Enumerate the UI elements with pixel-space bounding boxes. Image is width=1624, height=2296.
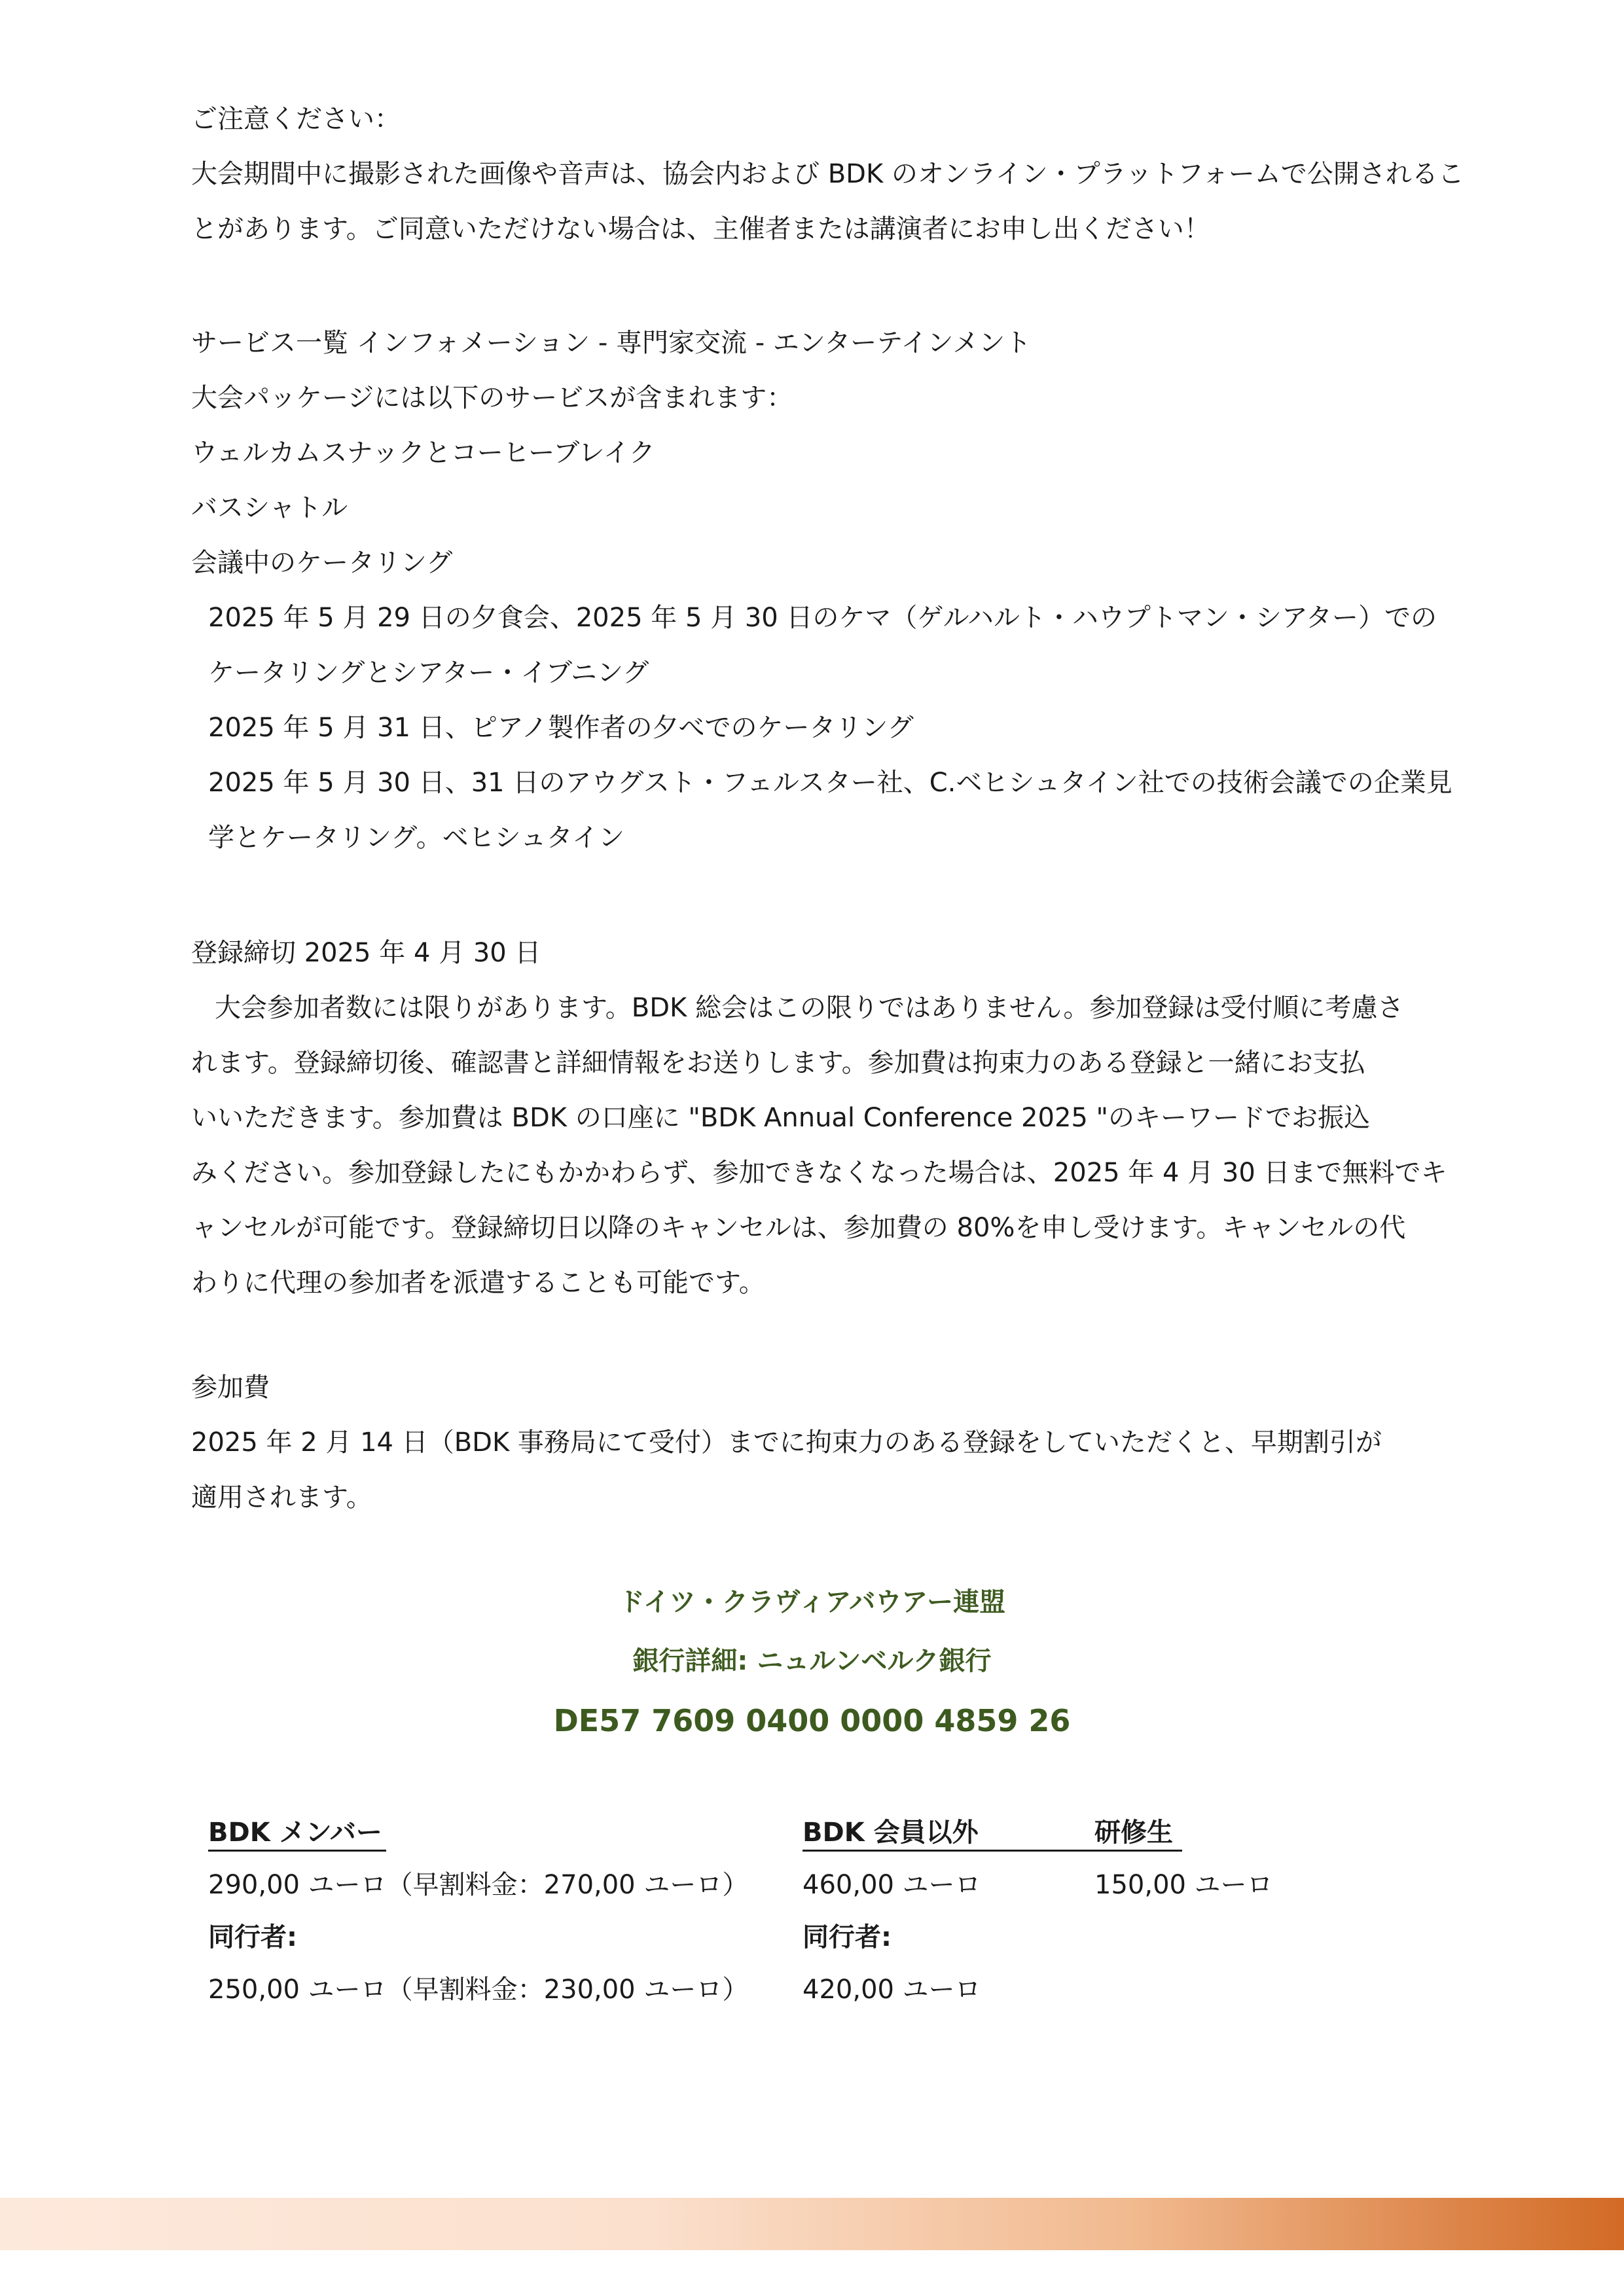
member-companion-label: 同行者: [208,1922,297,1952]
registration-line-6: わりに代理の参加者を派遣することも可能です。 [191,1268,765,1298]
service-sub-line-1: 2025 年 5 月 29 日の夕食会、2025 年 5 月 30 日のケマ（ゲルハルト・ハウプトマン・シアター）での [208,603,1437,633]
non-member-companion-label: 同行者: [803,1922,892,1952]
bank-iban: DE57 7609 0400 0000 4859 26 [553,1703,1071,1738]
notice-line-1: 大会期間中に撮影された画像や音声は、協会内および BDK のオンライン・プラットフォームで公開されるこ [191,159,1464,189]
notice-section [191,92,1464,257]
registration-line-4: みください。参加登録したにもかかわらず、参加できなくなった場合は、2025 年 4 月 30 日まで無料でキ [191,1158,1447,1188]
trainee-price: 150,00 ユーロ [1094,1870,1273,1900]
footer-gradient-bar [0,2198,1624,2250]
notice-title: ご注意ください： [191,104,401,134]
services-heading: サービス一覧 インフォメーション - 専門家交流 - エンターテインメント [191,328,1032,358]
registration-line-1: 大会参加者数には限りがあります。BDK 総会はこの限りではありません。参加登録は受付順に考慮さ [215,993,1404,1023]
non-member-price: 460,00 ユーロ [803,1870,981,1900]
trainee-header: 研修生 [1094,1818,1173,1848]
service-sub-line-3: 2025 年 5 月 31 日、ピアノ製作者の夕べでのケータリング [208,713,914,743]
member-header: BDK メンバー [208,1818,382,1848]
notice-line-2: とがあります。ご同意いただけない場合は、主催者または講演者にお申し出ください！ [191,214,1210,244]
service-sub-line-4: 2025 年 5 月 30 日、31 日のアウグスト・フェルスター社、C.ベヒシュタイン社での技術会議での企業見 [208,768,1453,798]
service-item-shuttle: バスシャトル [191,493,348,523]
service-sub-line-5: 学とケータリング。ベヒシュタイン [208,823,624,853]
non-member-trainee-header-underline [803,1850,1182,1852]
registration-line-3: いいただきます。参加費は BDK の口座に "BDK Annual Conference 2025 "のキーワードでお振込 [191,1103,1370,1133]
services-section [191,315,1453,865]
non-member-header: BDK 会員以外 [803,1818,979,1848]
fee-line-1: 2025 年 2 月 14 日（BDK 事務局にて受付）までに拘束力のある登録をしていただくと、早期割引が [191,1427,1382,1458]
registration-heading: 登録締切 2025 年 4 月 30 日 [191,938,541,968]
registration-line-5: ャンセルが可能です。登録締切日以降のキャンセルは、参加費の 80%を申し受けます。キャンセルの代 [191,1213,1406,1243]
fee-line-2: 適用されます。 [191,1482,372,1513]
bank-org-name: ドイツ・クラヴィアバウアー連盟 [618,1587,1006,1617]
non-member-companion-price: 420,00 ユーロ [803,1975,981,2005]
fee-section [191,1360,1382,1525]
registration-line-2: れます。登録締切後、確認書と詳細情報をお送りします。参加費は拘束力のある登録と一緒にお支払 [191,1048,1365,1078]
service-item-snack: ウェルカムスナックとコーヒーブレイク [191,438,655,468]
fees-trainee-column [1094,1806,1273,1911]
member-companion-price: 250,00 ユーロ（早割料金：230,00 ユーロ） [208,1975,749,2005]
member-price: 290,00 ユーロ（早割料金：270,00 ユーロ） [208,1870,749,1900]
fee-heading: 参加費 [191,1372,270,1403]
member-header-underline [208,1850,386,1852]
services-intro: 大会パッケージには以下のサービスが含まれます： [191,383,793,413]
bank-details: 銀行詳細: ニュルンベルク銀行 [632,1646,992,1676]
registration-section [191,925,1447,1310]
fees-non-member-column [803,1806,981,2016]
service-item-catering: 会議中のケータリング [191,548,453,578]
fees-member-column [208,1806,748,2016]
service-sub-line-2: ケータリングとシアター・イブニング [208,658,649,688]
